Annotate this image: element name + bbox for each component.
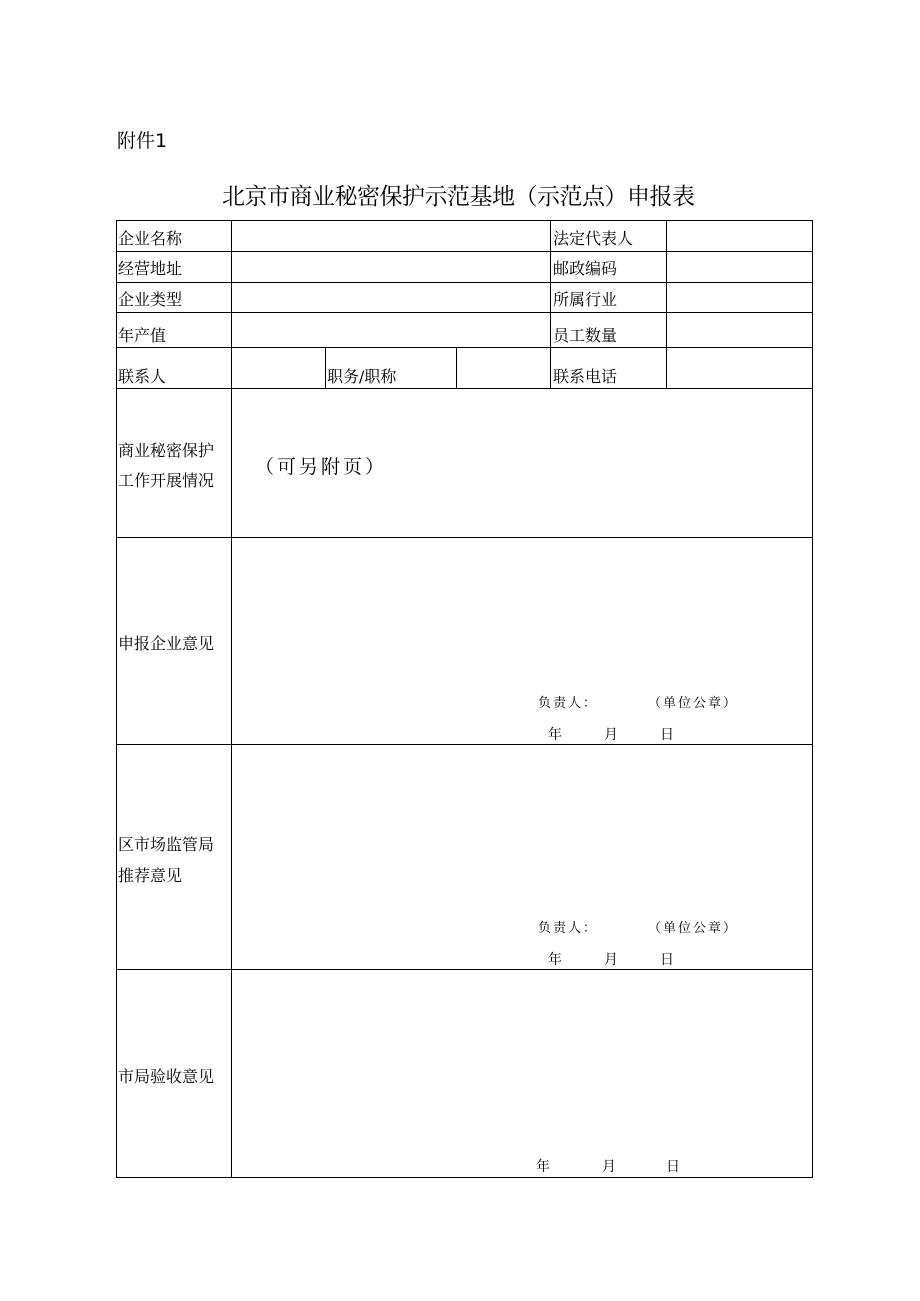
work-section-field[interactable] (232, 389, 812, 537)
phone-field[interactable] (667, 348, 812, 388)
postal-code-label: 邮政编码 (553, 259, 618, 278)
page-title: 北京市商业秘密保护示范基地（示范点）申报表 (222, 184, 695, 210)
district-opinion-label-1: 区市场监管局 (118, 835, 215, 854)
position-label: 职务/职称 (327, 367, 397, 386)
company-date-day: 日 (660, 727, 674, 743)
phone-label: 联系电话 (553, 367, 618, 386)
district-opinion-field[interactable] (232, 745, 812, 910)
industry-label: 所属行业 (553, 290, 618, 309)
employees-field[interactable] (667, 313, 812, 347)
work-section-label-1: 商业秘密保护 (118, 441, 215, 460)
contact-label: 联系人 (118, 367, 167, 386)
district-seal-label: （单位公章） (648, 921, 739, 936)
district-date-year: 年 (548, 952, 562, 968)
company-type-label: 企业类型 (118, 290, 183, 309)
annual-output-field[interactable] (232, 313, 550, 347)
work-section-label-2: 工作开展情况 (118, 471, 215, 490)
address-field[interactable] (232, 252, 550, 282)
work-section-note: （可另附页） (255, 456, 388, 478)
city-date-day: 日 (666, 1159, 680, 1175)
position-field[interactable] (457, 348, 550, 388)
city-date-year: 年 (536, 1159, 550, 1175)
legal-rep-label: 法定代表人 (553, 229, 634, 248)
contact-field[interactable] (232, 348, 325, 388)
industry-field[interactable] (667, 283, 812, 312)
company-date-year: 年 (548, 727, 562, 743)
district-responsible-label: 负责人： (538, 921, 599, 936)
company-opinion-label: 申报企业意见 (118, 634, 215, 653)
attachment-label: 附件1 (117, 130, 168, 152)
district-date-month: 月 (604, 952, 618, 968)
company-opinion-field[interactable] (232, 538, 812, 688)
district-opinion-label-2: 推荐意见 (118, 866, 183, 885)
company-date-month: 月 (604, 727, 618, 743)
city-opinion-label: 市局验收意见 (118, 1067, 215, 1086)
district-date-day: 日 (660, 952, 674, 968)
legal-rep-field[interactable] (667, 221, 812, 251)
company-responsible-label: 负责人： (538, 696, 599, 711)
employees-label: 员工数量 (553, 326, 618, 345)
company-seal-label: （单位公章） (648, 696, 739, 711)
company-type-field[interactable] (232, 283, 550, 312)
company-name-field[interactable] (232, 221, 550, 251)
annual-output-label: 年产值 (118, 326, 167, 345)
postal-code-field[interactable] (667, 252, 812, 282)
city-date-month: 月 (602, 1159, 616, 1175)
address-label: 经营地址 (118, 259, 183, 278)
city-opinion-field[interactable] (232, 970, 812, 1150)
company-name-label: 企业名称 (118, 229, 183, 248)
